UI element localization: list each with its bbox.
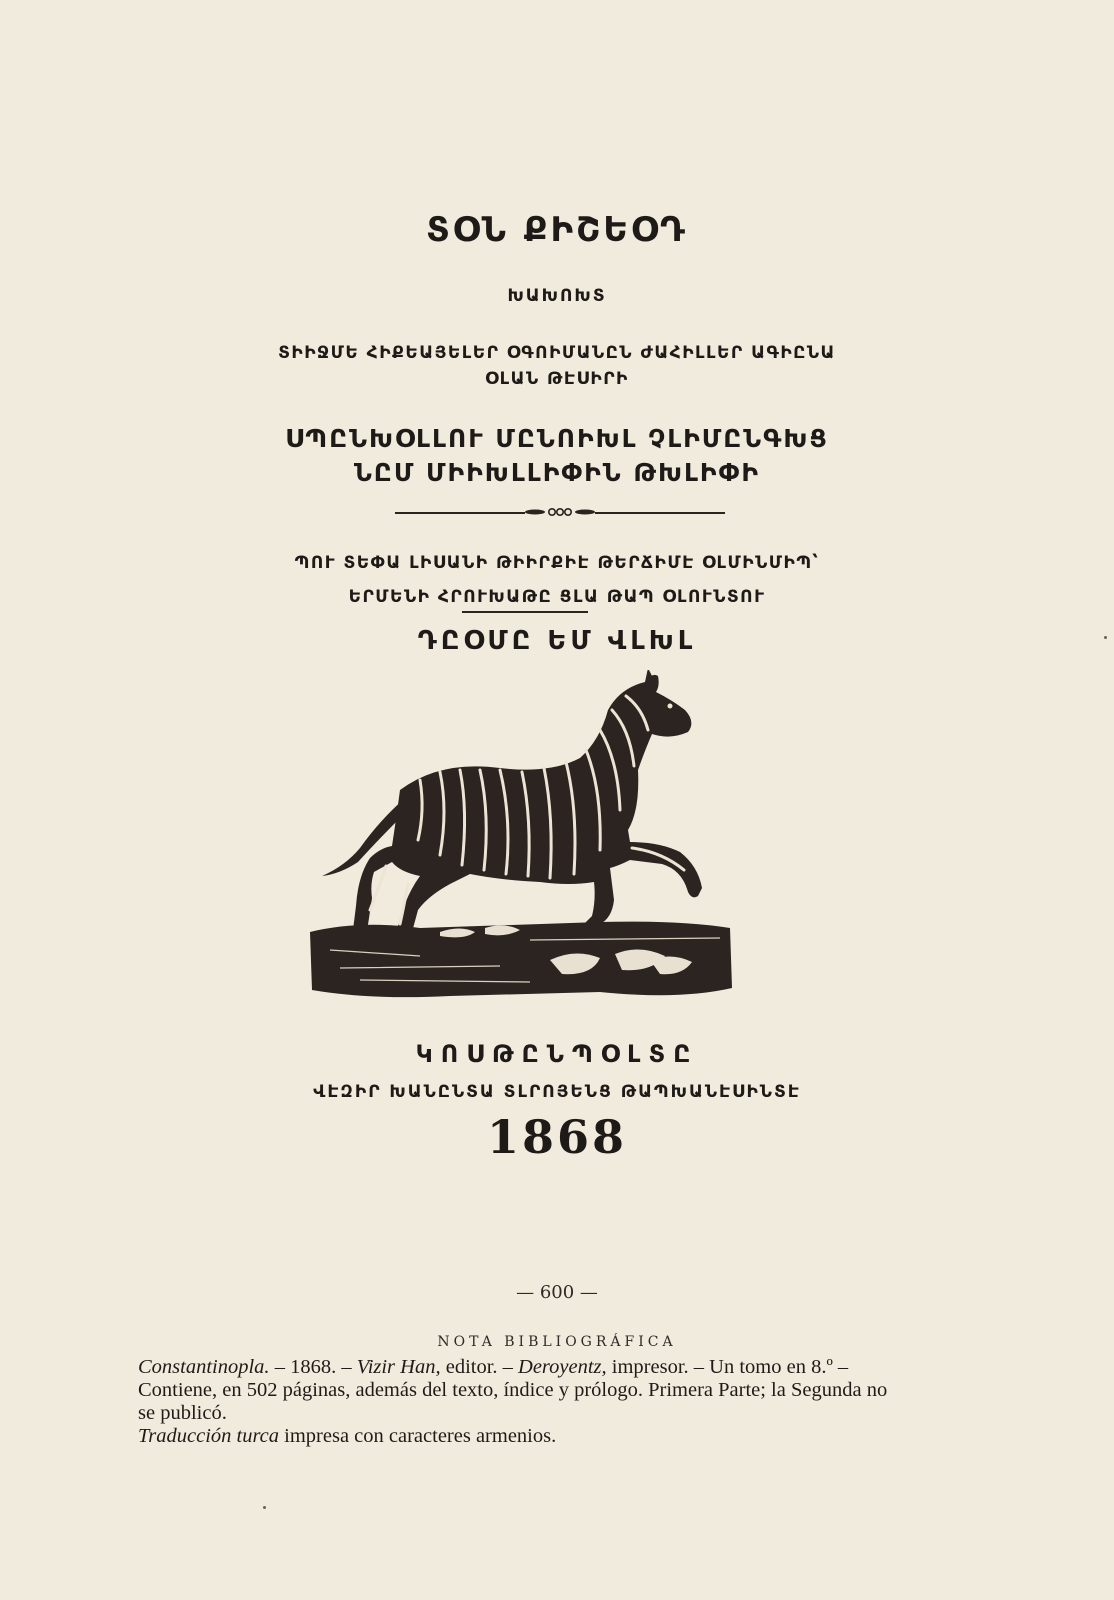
title-line: ՕԼԱՆ ԹԷՍԻՐԻ [485,369,629,389]
page-number: — 600 — [516,1282,598,1303]
book-subtitle: ԽԱԽՈԽՏ [507,286,607,306]
title-block-b [0,422,1114,490]
note-paragraph [138,1425,898,1448]
title-line: ՊՈՒ ՏԵՓԱ ԼԻՍԱՆԻ ԹԻԻՐՔԻԷ ԹԵՐՃԻՄԷ ՕԼՄԻՆՄԻՊ՝ [294,553,820,573]
title-block-a [0,340,1114,392]
title-line: ՍՊԸՆԽՕԼԼՈՒ ՄԸՆՈԻԽԼ ՉԼԻՄԸՆԳԽՑ [285,424,829,453]
note-printer: Deroyentz, [518,1356,607,1378]
title-line: ՏԻԻՋՄԵ ՀԻՔԵԱՅԵԼԵՐ ՕԳՈԻՄԱՆԸՆ ԺԱՀԻԼԼԵՐ ԱԳԻԸՆԱ [278,343,836,363]
short-rule [462,611,588,613]
note-editor: Vizir Han, [356,1356,441,1378]
note-text: editor. – [440,1356,519,1378]
part-label: ԴԸՕՄԸ ԵՄ ՎԼԽԼ [417,626,697,656]
nota-heading: NOTA BIBLIOGRÁFICA [437,1334,677,1350]
ornament-icon [525,507,595,517]
book-title: ՏՕՆ ՔԻՇԵՕԴ [426,210,688,250]
ornamental-rule [395,512,725,514]
note-city: Constantinopla. [138,1356,270,1378]
bibliographic-note [138,1356,898,1448]
title-line: ԵՐՄԵՆԻ ՀՐՈՒԽԱԹԸ ՑԼԱ ԹԱՊ ՕԼՈՒՆՏՈՒ [348,587,766,607]
note-translation: Traducción turca [138,1425,280,1447]
imprint-printer: ՎԷԶԻՐ ԽԱՆԸՆՏԱ ՏԼՐՈՅԵՆՑ ԹԱՊԽԱՆԷՍԻՆՏԷ [313,1082,801,1102]
note-text: impresa con caracteres armenios. [279,1425,557,1447]
paper-speck [263,1506,266,1509]
note-text: impresor. – Un tomo en 8.º – Contiene, en 502 páginas, además del texto, índice y prólogo. Primera Parte; la Segunda no se publicó. [138,1356,888,1424]
zebra-woodcut-icon [300,670,760,1020]
imprint-year: 1868 [486,1110,628,1164]
note-text: – 1868. – [269,1356,357,1378]
title-line: ՆԸՄ ՄԻԻԽԼԼԻՓԻՆ ԹԽԼԻՓԻ [353,458,761,487]
imprint-city: ԿՈՍԹԸՆՊՕԼՏԸ [415,1040,699,1068]
title-block-c [0,546,1114,614]
paper-speck [1104,636,1107,639]
note-paragraph [138,1356,898,1425]
